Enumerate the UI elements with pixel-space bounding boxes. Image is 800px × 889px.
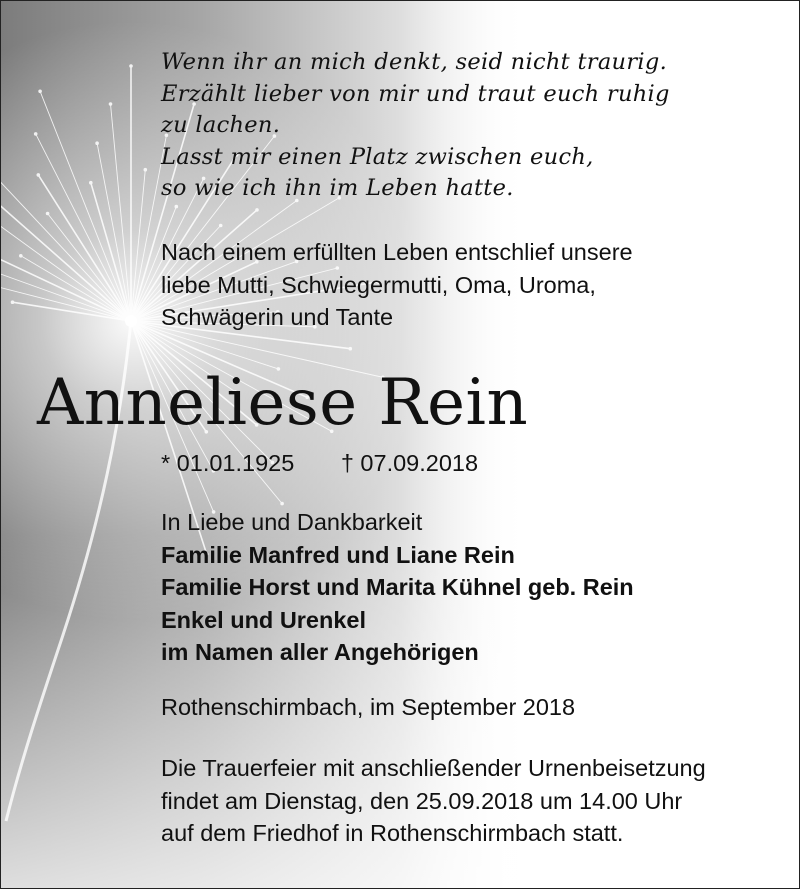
place-and-date: Rothenschirmbach, im September 2018 [161,694,576,720]
birth-date: * 01.01.1925 [161,450,295,476]
mourners-opening: In Liebe und Dankbarkeit [161,509,423,535]
funeral-line: auf dem Friedhof in Rothenschirmbach statt. [161,820,624,846]
life-dates [161,447,478,479]
mourner-name: im Namen aller Angehörigen [161,639,479,665]
intro-line: Nach einem erfüllten Leben entschlief unsere [161,239,633,265]
poem-line: Wenn ihr an mich denkt, seid nicht traurig. [161,49,668,75]
poem-line: zu lachen. [161,112,281,138]
death-date: † 07.09.2018 [340,450,479,476]
mourners [161,506,781,669]
poem-line: so wie ich ihn im Leben hatte. [161,175,514,201]
mourner-name: Familie Manfred und Liane Rein [161,541,515,568]
mourner-name: Familie Horst und Marita Kühnel geb. Rein [161,574,634,600]
poem-line: Erzählt lieber von mir und traut euch ruhig [161,80,670,107]
funeral-line: Die Trauerfeier mit anschließender Urnenbeisetzung [161,755,706,781]
intro-line: Schwägerin und Tante [161,304,394,330]
mourner-name: Enkel und Urenkel [161,606,367,633]
funeral-details [161,752,781,850]
poem [161,47,781,205]
intro-line: liebe Mutti, Schwiegermutti, Oma, Uroma, [161,271,596,298]
poem-line: Lasst mir einen Platz zwischen euch, [161,143,594,170]
intro-text [161,236,781,334]
funeral-line: findet am Dienstag, den 25.09.2018 um 14.00 Uhr [161,787,683,814]
deceased-name: Anneliese Rein [37,366,529,440]
